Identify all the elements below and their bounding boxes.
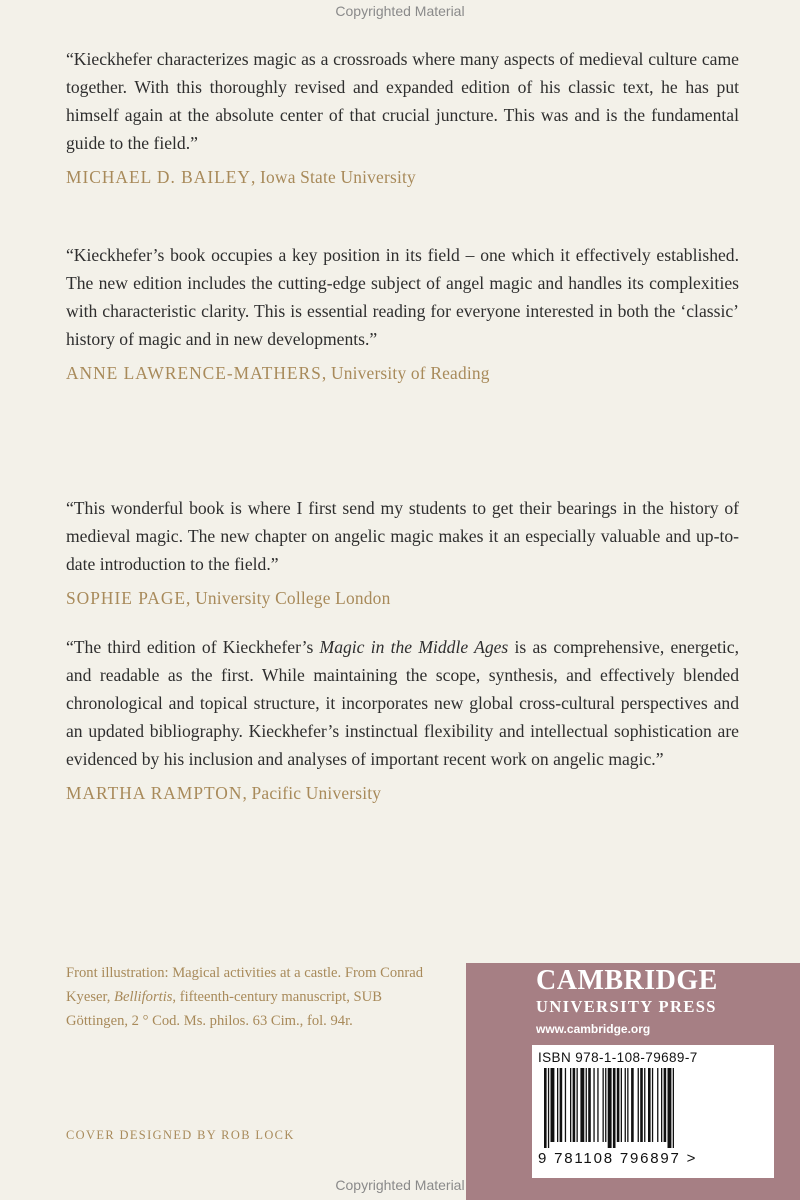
barcode-bar — [580, 1068, 584, 1142]
review-bailey — [66, 45, 739, 191]
barcode-bar — [565, 1068, 566, 1142]
illustration-text-before: Front illustration: Magical activities at a castle. From Conrad Kyeser, — [66, 965, 424, 1005]
review-lawrence-mathers — [66, 241, 739, 387]
barcode-bar — [664, 1068, 667, 1142]
barcode-bar — [621, 1068, 622, 1142]
copyright-watermark-top: Copyrighted Material — [335, 3, 465, 19]
review-quote — [66, 633, 739, 773]
review-rampton — [66, 633, 739, 807]
review-quote: “This wonderful book is where I first send my students to get their bearings in the history of medieval magic. The new chapter on angelic magic makes it an especially valuable and up-to-date introduction to the field.” — [66, 498, 739, 574]
barcode-bar — [673, 1068, 674, 1148]
barcode-bar — [631, 1068, 634, 1142]
copyright-watermark-bottom: Copyrighted Material — [335, 1177, 465, 1193]
reviewer-affiliation: University of Reading — [330, 363, 490, 383]
reviewer-name: MARTHA RAMPTON — [66, 783, 243, 803]
isbn-barcode — [540, 1068, 768, 1150]
barcode-bar — [603, 1068, 604, 1142]
barcode-bar — [605, 1068, 606, 1142]
barcode-bar — [648, 1068, 651, 1142]
barcode-bar — [586, 1068, 587, 1142]
review-page — [66, 494, 739, 612]
reviewer-name: MICHAEL D. BAILEY — [66, 167, 251, 187]
barcode-bar — [668, 1068, 672, 1148]
reviewer-affiliation: University College London — [195, 588, 391, 608]
cover-designer-credit: COVER DESIGNED BY ROB LOCK — [66, 1128, 295, 1142]
barcode-bar — [638, 1068, 639, 1142]
barcode-bar — [570, 1068, 571, 1142]
barcode-bar — [593, 1068, 594, 1142]
reviewer-name: SOPHIE PAGE — [66, 588, 187, 608]
barcode-bar — [613, 1068, 616, 1148]
barcode-digits: 9 781108 796897 > — [538, 1150, 698, 1167]
barcode-bar — [557, 1068, 558, 1142]
review-quote: “Kieckhefer’s book occupies a key position in its field – one which it effectively established. The new edition includes the cutting-edge subject of angel magic and handles its complexities with characteristic clarity. This is essential reading for everyone interested in both the ‘classic’ history of magic and in new developments.” — [66, 245, 739, 349]
illustration-credit — [66, 961, 446, 1033]
publisher-name: CAMBRIDGE — [536, 965, 718, 996]
review-quote: “Kieckhefer characterizes magic as a crossroads where many aspects of medieval culture came together. With this thoroughly revised and expanded edition of his classic text, he has put himself again at the absolute center of that crucial juncture. This was and is the fundamental guide to the field.” — [66, 49, 739, 153]
publisher-url: www.cambridge.org — [536, 1022, 651, 1036]
barcode-bar — [644, 1068, 645, 1142]
publisher-subtitle: UNIVERSITY PRESS — [536, 997, 717, 1016]
reviewer-affiliation: Iowa State University — [260, 167, 416, 187]
barcode-bar — [652, 1068, 653, 1142]
review-attribution: ANNE LAWRENCE-MATHERS, University of Reading — [66, 363, 490, 383]
barcode-bar — [625, 1068, 626, 1142]
barcode-bar — [548, 1068, 549, 1148]
review-attribution: MICHAEL D. BAILEY, Iowa State University — [66, 167, 416, 187]
barcode-bar — [560, 1068, 563, 1142]
barcode-bar — [657, 1068, 658, 1142]
isbn-label: ISBN 978-1-108-79689-7 — [538, 1050, 698, 1065]
barcode-bar — [588, 1068, 591, 1142]
barcode-bar — [608, 1068, 612, 1148]
barcode-bar — [544, 1068, 547, 1148]
barcode-bar — [617, 1068, 620, 1142]
book-title: Magic in the Middle Ages — [319, 637, 509, 657]
review-attribution: SOPHIE PAGE, University College London — [66, 588, 391, 608]
quote-text-before: “The third edition of Kieckhefer’s — [66, 637, 320, 657]
barcode-bar — [597, 1068, 598, 1142]
quote-text-after: is as comprehensive, energetic, and readable as the first. While maintaining the scope, synthesis, and effectively blended chronological and topical structure, it incorporates new global cross-cultural perspectives and an updated bibliography. Kieckhefer’s instinctual flexibility and intellectual sophistication are evidenced by his inclusion and analyses of important recent work on angelic magic.” — [66, 637, 739, 769]
barcode-bar — [627, 1068, 628, 1142]
barcode-bar — [577, 1068, 578, 1142]
review-attribution: MARTHA RAMPTON, Pacific University — [66, 783, 382, 803]
reviewer-name: ANNE LAWRENCE-MATHERS — [66, 363, 322, 383]
barcode-bar — [573, 1068, 576, 1142]
illustration-title: Bellifortis — [114, 989, 173, 1005]
reviewer-affiliation: Pacific University — [251, 783, 382, 803]
illustration-text-after: , fifteenth-century manuscript, SUB Göttingen, 2 ° Cod. Ms. philos. 63 Cim., fol. 94r. — [66, 989, 382, 1029]
barcode-bar — [640, 1068, 643, 1142]
barcode-bar — [661, 1068, 662, 1142]
barcode-bar — [551, 1068, 555, 1142]
